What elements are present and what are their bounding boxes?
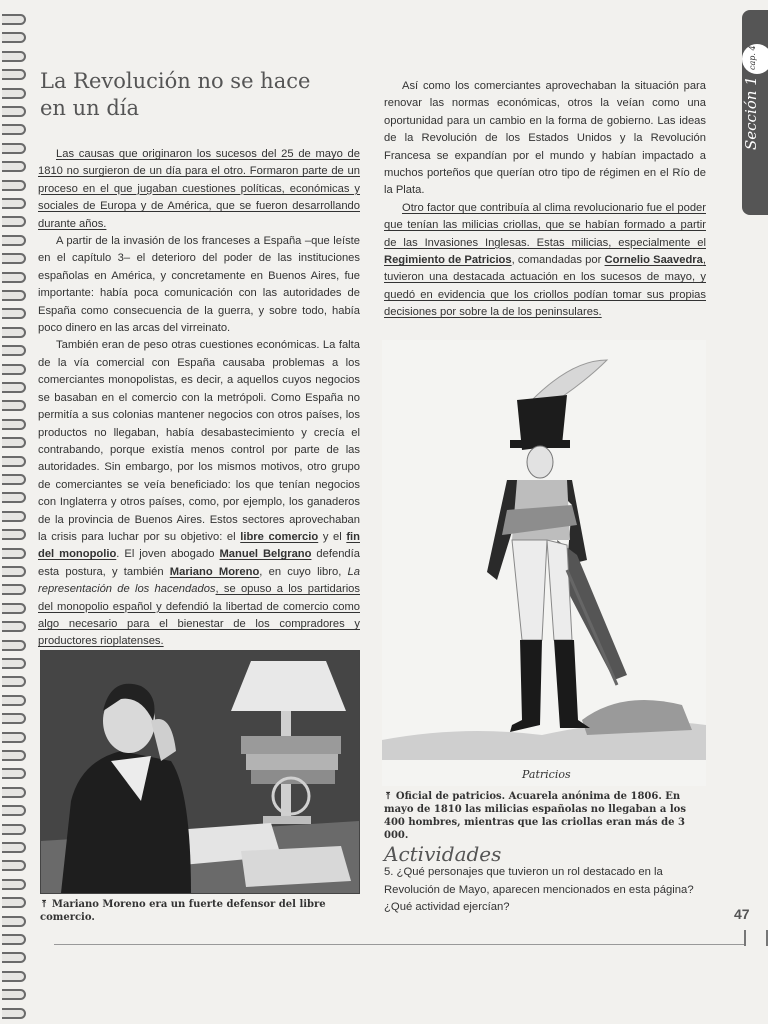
binding-ring [2,676,26,687]
binding-ring [2,824,26,835]
binding-ring [2,971,26,982]
binding-ring [2,400,26,411]
officer-signature: Patricios [522,768,571,781]
name-moreno: Mariano Moreno [169,565,260,578]
page-number: 47 [734,906,750,922]
binding-ring [2,382,26,393]
paragraph-2: A partir de la invasión de los franceses a España –que leíste en el capítulo 3– el deterioro del poder de las instituciones españolas en América, y concretamente en Buenos Aires, fue importante: había poca comunicación con las autoridades de España como consecuencia de la guerra, y sobre todo, había poco dinero en las arcas del virreinato. [38,235,360,335]
binding-ring [2,750,26,761]
binding-ring [2,51,26,62]
binding-ring [2,272,26,283]
page-title: La Revolución no se hace en un día [40,69,311,120]
paragraph-3: También eran de peso otras cuestiones económicas. La falta de la vía comercial con España causaba problemas a los comerciantes monopolistas, es decir, a aquellos cuyos negocios se basaban en el comercio con la metrópoli. Como España no permitía a sus colonias mantener negocios con otros países, los productos no llegaban, había desabastecimiento y crecía el contrabando, porque existía menos control por parte de las autoridades. Sin embargo, por los mismos motivos, otro grupo de comerciantes se veía beneficiado: los que tenían negocios con Inglaterra y otros países, como, por ejemplo, los ganaderos de la provincia de Buenos Aires. Estos sectores aprovechaban la crisis para luchar por su objetivo: el libre comercio y el fin del monopolio. El joven abogado Manuel Belgrano defendía esta postura, y también Mariano Moreno, en cuyo libro, La representación de los hacendados, se opuso a los partidarios del monopolio español y defendió la libertad de comercio como algo necesario para el bienestar de los compradores y productores rioplatenses. [38,339,360,648]
activities-heading: Actividades [384,842,502,866]
binding-ring [2,897,26,908]
binding-ring [2,308,26,319]
binding-ring [2,253,26,264]
binding-ring [2,768,26,779]
binding-ring [2,695,26,706]
officer-watercolor [382,340,706,786]
binding-ring [2,69,26,80]
binding-ring [2,106,26,117]
binding-ring [2,787,26,798]
caption-moreno: ⤒ Mariano Moreno era un fuerte defensor del libre comercio. [40,899,326,923]
officer-illustration [382,340,706,786]
binding-ring [2,529,26,540]
paragraph-1: Las causas que originaron los sucesos del 25 de mayo de 1810 no surgieron de un día para el otro. Formaron parte de un proceso en el que jugaban cuestiones políticas, económicas y sociales de Europa y de América, que se fueron desarrollando durante años. [38,148,360,230]
binding-ring [2,88,26,99]
footer-rule [54,944,744,945]
binding-ring [2,290,26,301]
binding-ring [2,640,26,651]
binding-ring [2,180,26,191]
binding-ring [2,198,26,209]
paragraph-4: Así como los comerciantes aprovechaban la situación para renovar las normas económicas, otros la veían como una oportunidad para un cambio en la forma de gobierno. Las ideas de la Revolución de los Estados Unidos y la Revolución Francesa se expandían por el mundo y habían impactado a muchos porteños que querían otro tipo de régimen en el Río de la Plata. [384,80,706,197]
binding-ring [2,879,26,890]
binding-ring [2,364,26,375]
binding-ring [2,32,26,43]
section-label: Sección 1 [742,76,760,150]
binding-ring [2,456,26,467]
binding-ring [2,345,26,356]
binding-ring [2,805,26,816]
binding-ring [2,713,26,724]
binding-ring [2,658,26,669]
binding-ring [2,143,26,154]
activity-question-5: 5. ¿Qué personajes que tuvieron un rol destacado en la Revolución de Mayo, aparecen mencionados en esta página? ¿Qué actividad ejercían? [384,866,694,913]
book-title: La representación de los hacendados [38,565,360,596]
binding-ring [2,511,26,522]
binding-ring [2,621,26,632]
binding-ring [2,419,26,430]
binding-ring [2,989,26,1000]
highlight-fin-monopolio: fin del monopolio [38,530,360,561]
binding-ring [2,474,26,485]
binding-ring [2,216,26,227]
binding-ring [2,916,26,927]
moreno-illustration [40,650,360,894]
binding-ring [2,548,26,559]
binding-ring [2,934,26,945]
spiral-binding [0,0,30,1024]
binding-ring [2,161,26,172]
binding-ring [2,603,26,614]
binding-ring [2,584,26,595]
binding-ring [2,492,26,503]
name-saavedra: Cornelio Saavedra [604,254,703,267]
moreno-engraving [41,651,359,893]
chapter-label: cap. 4 [748,45,757,70]
binding-ring [2,124,26,135]
binding-ring [2,952,26,963]
right-column-text [384,78,706,322]
binding-ring [2,327,26,338]
left-column-text [38,146,360,651]
arrow-up-icon: ⤒ [40,899,49,910]
caption-officer: ⤒ Oficial de patricios. Acuarela anónima de 1806. En mayo de 1810 las milicias españolas no llegaban a los 400 hombres, mientras que las criollas eran más de 3 000. [384,791,686,841]
paragraph-5: Otro factor que contribuía al clima revolucionario fue el poder que tenían las milicias criollas, que se habían formado a partir de las Invasiones Inglesas. Estas milicias, especialmente el Regimiento de Patricios, comandadas por Cornelio Saavedra, tuvieron una destacada actuación en los sucesos de mayo, y quedó en evidencia que los criollos podían tomar sus propias decisiones por sobre la de los peninsulares. [384,201,706,319]
binding-ring [2,566,26,577]
name-belgrano: Manuel Belgrano [219,548,312,561]
name-regimiento: Regimiento de Patricios [384,254,512,267]
binding-ring [2,842,26,853]
binding-ring [2,732,26,743]
binding-ring [2,235,26,246]
binding-ring [2,1008,26,1019]
binding-ring [2,860,26,871]
highlight-libre-comercio: libre comercio [240,530,319,543]
footer-tick [744,930,768,946]
arrow-up-icon: ⤒ [384,791,393,802]
binding-ring [2,14,26,25]
binding-ring [2,437,26,448]
